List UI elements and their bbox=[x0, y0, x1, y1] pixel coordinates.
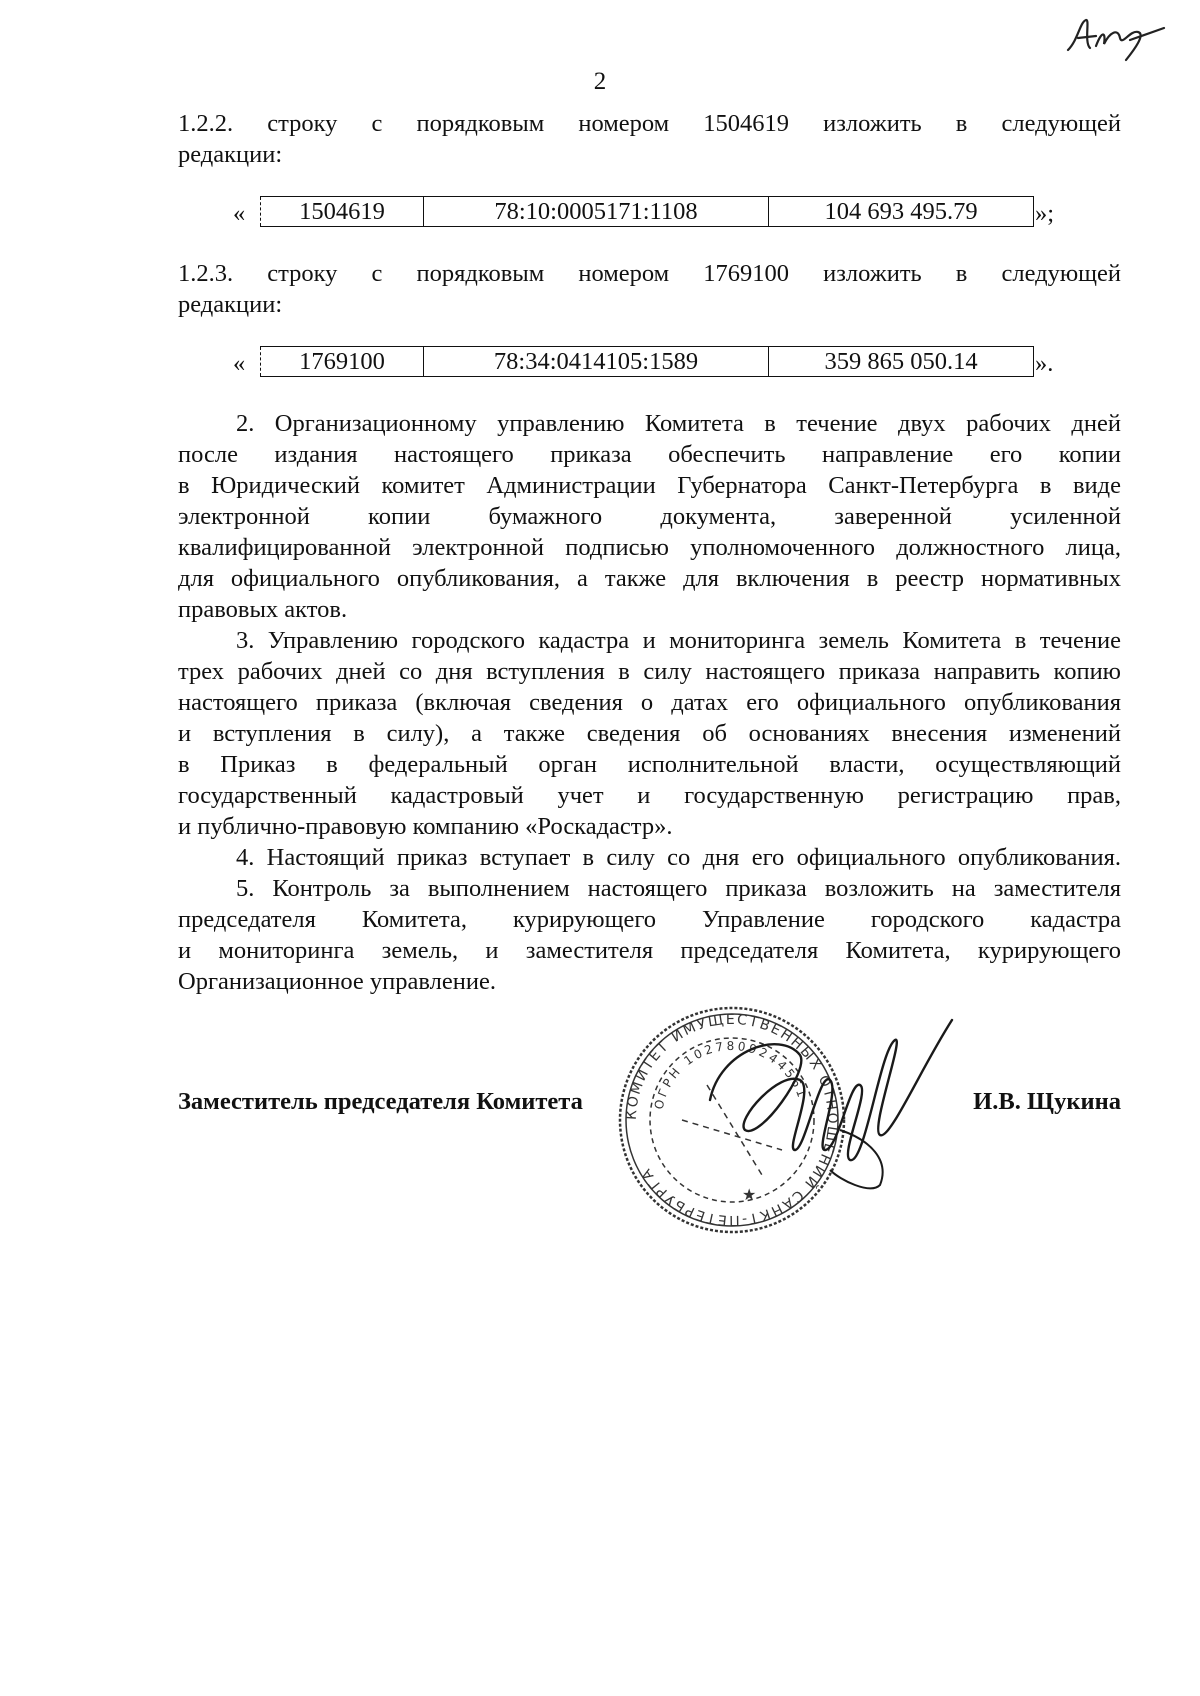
table-row bbox=[261, 347, 1034, 377]
row-table bbox=[260, 346, 1034, 377]
signature-block bbox=[178, 1088, 1121, 1128]
cadastral-number-cell: 78:10:0005171:1108 bbox=[424, 197, 769, 227]
clause-1-2-3 bbox=[178, 258, 1121, 380]
replacement-row bbox=[233, 196, 1121, 230]
paragraph-4: 4. Настоящий приказ вступает в силу со дня его официального опубликования. bbox=[236, 844, 1121, 871]
table-row bbox=[261, 197, 1034, 227]
row-table bbox=[260, 196, 1034, 227]
paragraph-5: 5. Контроль за выполнением настоящего приказа возложить на заместителя председателя Комитета, курирующего Управление городского кадастра и мониторинга земель, и заместителя председателя Комитета, курирующего Организационное управление. bbox=[178, 875, 1121, 995]
stamp-outer-text: КОМИТЕТ ИМУЩЕСТВЕННЫХ ОТНОШЕНИЙ САНКТ-ПЕТЕРБУРГА bbox=[623, 1011, 841, 1229]
signatory-title: Заместитель председателя Комитета bbox=[178, 1088, 583, 1115]
document-body bbox=[178, 108, 1121, 997]
paragraph-3: 3. Управлению городского кадастра и мониторинга земель Комитета в течение трех рабочих дней со дня вступления в силу настоящего приказа направить копию настоящего приказа (включая сведения о датах его официального опубликования и вступления в силу), а также сведения об основаниях внесения изменений в Приказ в федеральный орган исполнительной власти, осуществляющий государственный кадастровый учет и государственную регистрацию прав, и публично-правовую компанию «Роскадастр». bbox=[178, 627, 1121, 840]
clause-text: 1.2.3. строку с порядковым номером 1769100 изложить в следующей bbox=[178, 260, 1121, 287]
stamp-ogrn-text: ОГРН 1027809244561 bbox=[651, 1038, 810, 1111]
svg-text:★: ★ bbox=[742, 1185, 757, 1204]
page-number: 2 bbox=[593, 68, 607, 95]
open-quote: « bbox=[233, 200, 246, 227]
handwritten-initials bbox=[1060, 10, 1170, 70]
replacement-row bbox=[233, 346, 1121, 380]
cadastral-number-cell: 78:34:0414105:1589 bbox=[424, 347, 769, 377]
signatory-name: И.В. Щукина bbox=[973, 1088, 1121, 1115]
row-number-cell: 1504619 bbox=[261, 197, 424, 227]
close-quote: »; bbox=[1035, 200, 1055, 227]
paragraph-2: 2. Организационному управлению Комитета в течение двух рабочих дней после издания настоящего приказа обеспечить направление его копии в Юридический комитет Администрации Губернатора Санкт-Петербурга в виде электронной копии бумажного документа, заверенной усиленной квалифицированной электронной подписью уполномоченного должностного лица, для официального опубликования, а также для включения в реестр нормативных правовых актов. bbox=[178, 410, 1121, 623]
clause-text-end: редакции: bbox=[178, 291, 283, 318]
clause-text-end: редакции: bbox=[178, 141, 283, 168]
open-quote: « bbox=[233, 350, 246, 377]
clause-1-2-2 bbox=[178, 108, 1121, 230]
cadastral-value-cell: 359 865 050.14 bbox=[769, 347, 1034, 377]
clause-text: 1.2.2. строку с порядковым номером 1504619 изложить в следующей bbox=[178, 110, 1121, 137]
cadastral-value-cell: 104 693 495.79 bbox=[769, 197, 1034, 227]
row-number-cell: 1769100 bbox=[261, 347, 424, 377]
close-quote: ». bbox=[1035, 350, 1054, 377]
